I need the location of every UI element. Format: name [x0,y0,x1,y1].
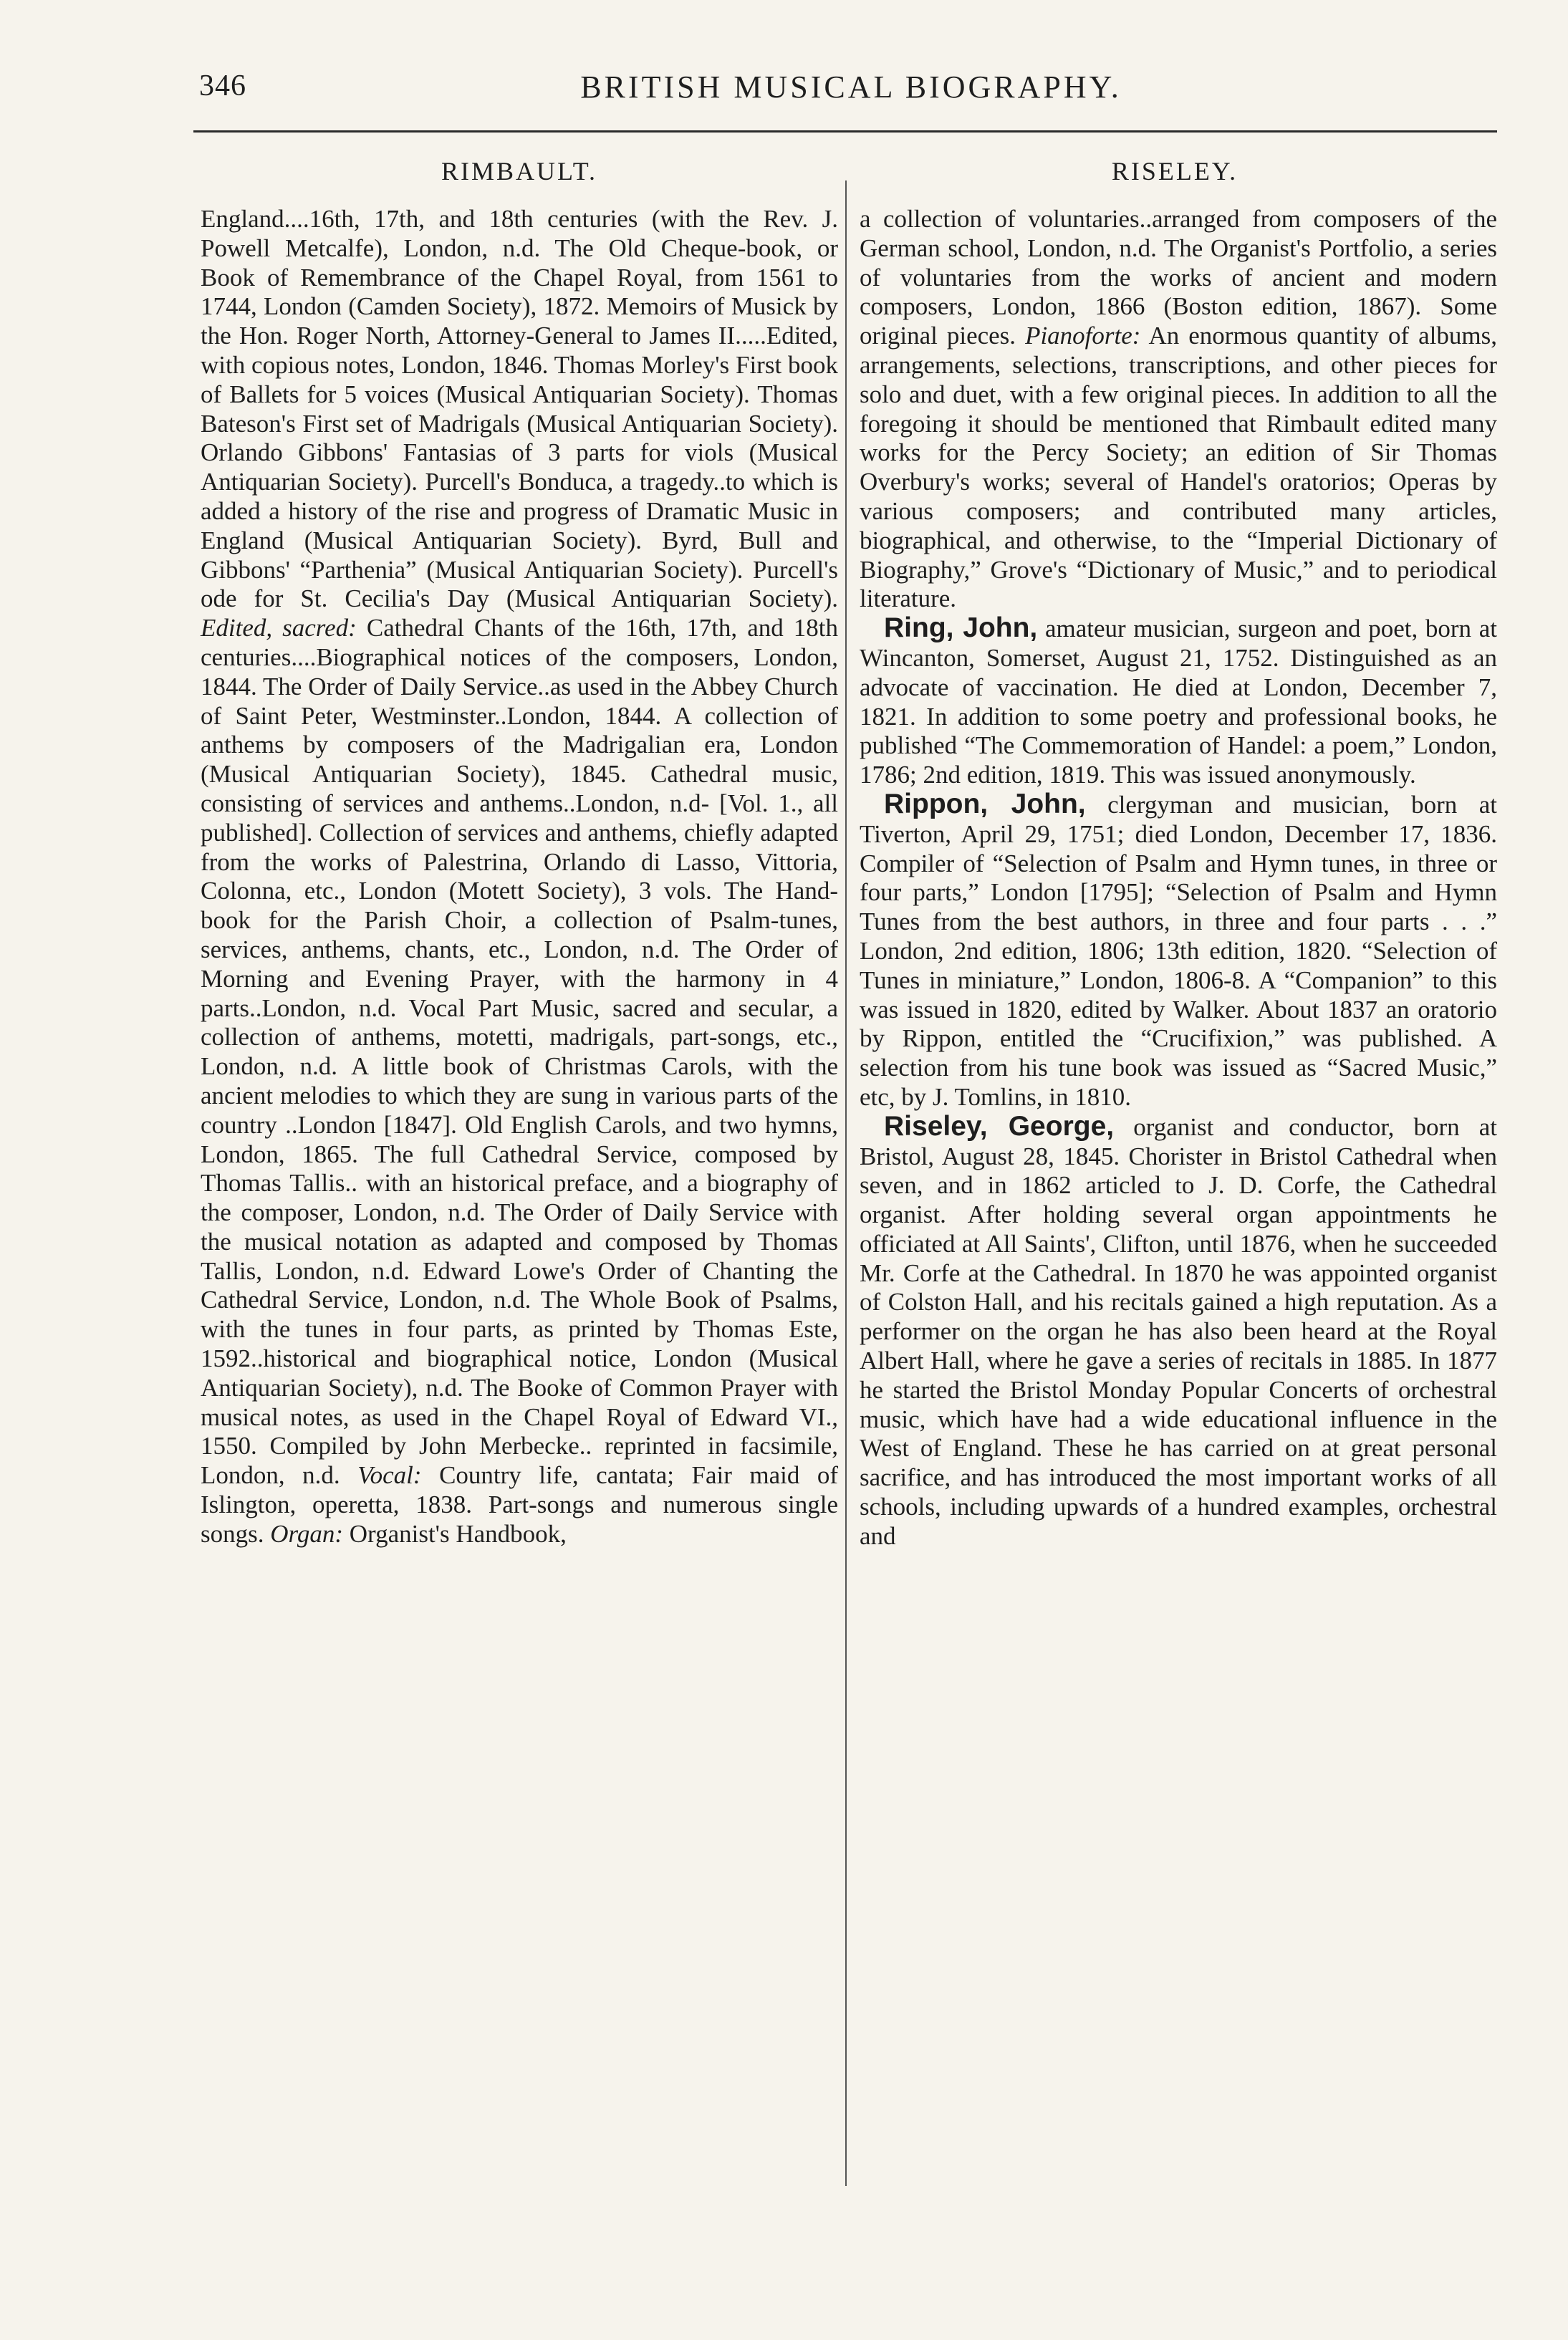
headword-riseley-george: Riseley, George, [884,1110,1115,1142]
entry-ring-john [860,614,1497,790]
label-vocal: Vocal: [357,1461,422,1490]
headword-rippon-john: Rippon, John, [884,788,1086,819]
label-organ: Organ: [270,1519,344,1548]
rippon-john-text: clergyman and musician, born at Tiverton, April 29, 1751; died London, December 17, 1836. Compiler of “Selection of Psalm and Hymn tunes, in three or four parts,” London [1795]; “Selection of Psalm and Hymn Tunes from the best authors, in three and four parts . . .” London, 2nd edition, 1806; 13th edition, 1820. “Selection of Tunes in miniature,” London, 1806-8. A “Companion” to this was issued in 1820, edited by Walker. About 1837 an oratorio by Rippon, entitled the “Crucifixion,” was published. A selection from his tune book was issued as “Sacred Music,” etc, by J. Tomlins, in 1810. [860,790,1498,1111]
rimbault-text-part1: England....16th, 17th, and 18th centuries (with the Rev. J. Powell Metcalfe), London, n.d. The Old Cheque-book, or Book of Remembrance of the Chapel Royal, from 1561 to 1744, London (Camden Society), 1872. Memoirs of Musick by the Hon. Roger North, Attorney-General to James II.....Edited, with copious notes, London, 1846. Thomas Morley's First book of Ballets for 5 voices (Musical Antiquarian Society). Thomas Bateson's First set of Madrigals (Musical Antiquarian Society). Orlando Gibbons' Fantasias of 3 parts for viols (Musical Antiquarian Society). Purcell's Bonduca, a tragedy..to which is added a history of the rise and progress of Dramatic Music in England (Musical Antiquarian Society). Byrd, Bull and Gibbons' “Parthenia” (Musical Antiquarian Society). Purcell's ode for St. Cecilia's Day (Musical Antiquarian Society). [201,205,838,613]
page-number: 346 [199,69,246,102]
right-column-heading: RISELEY. [1111,157,1238,186]
label-pianoforte: Pianoforte: [1025,322,1141,350]
rimbault-entry-continuation [201,205,838,1549]
label-edited-sacred: Edited, sacred: [201,614,357,642]
entry-riseley-george [860,1112,1497,1551]
ring-john-text: amateur musician, surgeon and poet, born at Wincanton, Somerset, August 21, 1752. Distinguished as an advocate of vaccination. He died at London, December 7, 1821. In addition to some poetry and professional books, he published “The Commemoration of Handel: a poem,” London, 1786; 2nd edition, 1819. This was issued anonymously. [860,615,1497,789]
rimbault-text-part2: Cathedral Chants of the 16th, 17th, and 18th centuries....Biographical notices of the composers, London, 1844. The Order of Daily Service..as used in the Abbey Church of Saint Peter, Westminster..London, 1844. A collection of anthems by composers of the Madrigalian era, London (Musical Antiquarian Society), 1845. Cathedral music, consisting of services and anthems..London, n.d- [Vol. 1., all published]. Collection of services and anthems, chiefly adapted from the works of Palestrina, Orlando di Lasso, Vittoria, Colonna, etc., London (Motett Society), 3 vols. The Hand-book for the Parish Choir, a collection of Psalm-tunes, services, anthems, chants, etc., London, n.d. The Order of Morning and Evening Prayer, with the harmony in 4 parts..London, n.d. Vocal Part Music, sacred and secular, a collection of anthems, motetti, madrigals, part-songs, etc., London, n.d. A little book of Christmas Carols, with the ancient melodies to which they are sung in various parts of the country ..London [1847]. Old English Carols, and two hymns, London, 1865. The full Cathedral Service, composed by Thomas Tallis.. with an historical preface, and a biography of the composer, London, n.d. The Order of Daily Service with the musical notation as adapted and composed by Thomas Tallis, London, n.d. Edward Lowe's Order of Chanting the Cathedral Service, London, n.d. The Whole Book of Psalms, with the tunes in four parts, as printed by Thomas Este, 1592..historical and biographical notice, London (Musical Antiquarian Society), n.d. The Booke of Common Prayer with musical notes, as used in the Chapel Royal of Edward VI., 1550. Compiled by John Merbecke.. reprinted in facsimile, London, n.d. [201,614,839,1490]
rimbault-entry-end [860,205,1497,614]
left-column [201,205,838,1549]
headword-ring-john: Ring, John, [884,612,1038,644]
column-divider [845,180,847,2186]
entry-rippon-john [860,790,1497,1112]
left-column-heading: RIMBAULT. [441,157,598,186]
rimbault-text-part3: Country life, cantata; Fair maid of Islington, operetta, 1838. Part-songs and numerous single songs. [201,1461,838,1548]
rimbault-text-part4: Organist's Handbook, [349,1519,567,1548]
riseley-george-text: organist and conductor, born at Bristol, August 28, 1845. Chorister in Bristol Cathedral when seven, and in 1862 articled to J. D. Corfe, the Cathedral organist. After holding several organ appointments he officiated at All Saints', Clifton, until 1876, when he succeeded Mr. Corfe at the Cathedral. In 1870 he was appointed organist of Colston Hall, and his recitals gained a high reputation. As a performer on the organ he has also been heard at the Royal Albert Hall, where he gave a series of recitals in 1885. In 1877 he started the Bristol Monday Popular Concerts of orchestral music, which have had a wide educational influence in the West of England. These he has carried on at great personal sacrifice, and has introduced the most important works of all schools, including upwards of a hundred examples, orchestral and [860,1112,1498,1550]
running-title: BRITISH MUSICAL BIOGRAPHY. [580,69,1122,105]
rimbault-text-part6: An enormous quantity of albums, arrangements, selections, transcriptions, and other pieces for solo and duet, with a few original pieces. In addition to all the foregoing it should be mentioned that Rimbault edited many works for the Percy Society; an edition of Sir Thomas Overbury's works; several of Handel's oratorios; Operas by various composers; and contributed many articles, biographical, and otherwise, to the “Imperial Dictionary of Biography,” Grove's “Dictionary of Music,” and to periodical literature. [860,322,1497,613]
rimbault-text-part5: a collection of voluntaries..arranged from composers of the German school, London, n.d. The Organist's Portfolio, a series of voluntaries from the works of ancient and modern composers, London, 1866 (Boston edition, 1867). Some original pieces. [860,205,1497,350]
right-column [860,205,1497,1551]
page-header [199,69,1503,119]
header-rule [193,130,1497,133]
